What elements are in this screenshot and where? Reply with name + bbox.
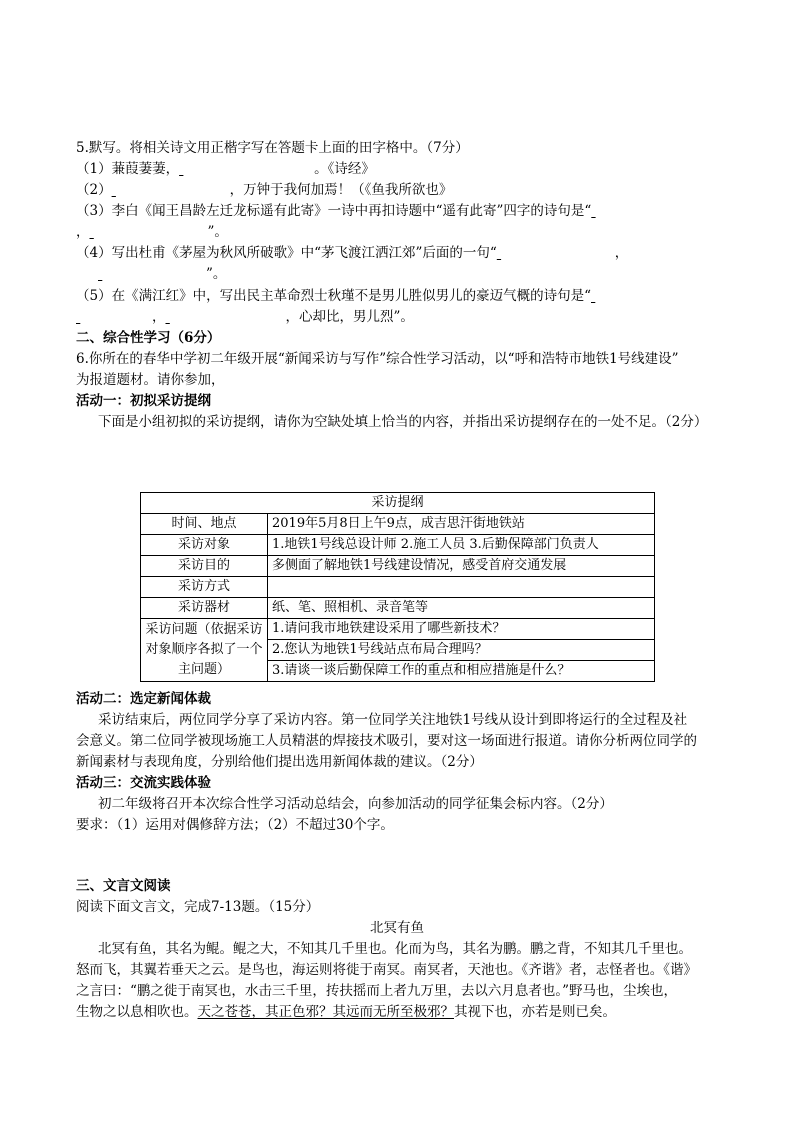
- table-title-row: [141, 493, 655, 514]
- blank-3a[interactable]: [591, 201, 689, 221]
- q5-line3-cont: [76, 222, 228, 242]
- q5-l4b: ，: [614, 245, 629, 261]
- blank-2[interactable]: [112, 180, 230, 200]
- passage-line4-b: 其视下也，亦若是则已矣。: [454, 1004, 616, 1020]
- q5-line4-cont: [98, 264, 226, 284]
- table-row: [141, 619, 655, 640]
- row-value: 纸、笔、照相机、录音笔等: [268, 598, 655, 619]
- section2-heading: 二、综合性学习（6分）: [76, 330, 221, 346]
- q5-line4: [76, 243, 628, 263]
- q5-l5c: ，心却比，男儿烈”。: [285, 309, 414, 325]
- passage-title: 北冥有鱼: [370, 920, 424, 936]
- blank-5a[interactable]: [591, 286, 631, 306]
- underlined-sentence: 天之苍苍，其正色邪？其远而无所至极邪？: [197, 1004, 454, 1020]
- interview-outline-table: [140, 492, 655, 682]
- q5-l5b: ，: [152, 309, 166, 325]
- q5-l3a: （3）李白《闻王昌龄左迁龙标遥有此寄》一诗中再扣诗题中“遥有此寄”四字的诗句是“: [76, 203, 592, 219]
- q5-l1a: （1）蒹葭萋萋，: [76, 161, 180, 177]
- blank-3b[interactable]: [90, 222, 208, 242]
- table-row: [141, 598, 655, 619]
- q5-l4a: （4）写出杜甫《茅屋为秋风所破歌》中“茅飞渡江洒江郊”后面的一句“: [76, 245, 497, 261]
- activity2-line2: 会意义。第二位同学被现场施工人员精湛的焊接技术吸引，要对这一场面进行报道。请你分析两位同学的: [76, 733, 697, 749]
- section3-heading: 三、文言文阅读: [76, 878, 171, 894]
- q5-line3: [76, 201, 689, 221]
- interview-method-blank[interactable]: [268, 577, 655, 598]
- table-row: [141, 514, 655, 535]
- activity2-line1: 采访结束后，两位同学分享了采访内容。第一位同学关注地铁1号线从设计到即将运行的全过程及社: [98, 712, 688, 728]
- q6-line1: 6.你所在的春华中学初二年级开展“新闻采访与写作”综合性学习活动，以“呼和浩特市地铁1号线建设”: [76, 351, 679, 367]
- row-value: 1.地铁1号线总设计师 2.施工人员 3.后勤保障部门负责人: [268, 535, 655, 556]
- q5-l2b: ，万钟于我何加焉！（《鱼我所欲也》: [229, 182, 453, 198]
- q5-title: 5.默写。将相关诗文用正楷字写在答题卡上面的田字格中。（7分）: [76, 140, 469, 156]
- passage-line1: 北冥有鱼，其名为鲲。鲲之大，不知其几千里也。化而为鸟，其名为鹏。鹏之背，不知其几千里也。: [98, 941, 692, 957]
- blank-1[interactable]: [179, 159, 314, 179]
- blank-4a[interactable]: [497, 243, 615, 263]
- row-key: 时间、地点: [141, 514, 268, 535]
- question-item: 1.请问我市地铁建设采用了哪些新技术？: [268, 619, 655, 640]
- passage-line4: [76, 1002, 616, 1022]
- question-item: 2.您认为地铁1号线站点布局合理吗？: [268, 640, 655, 661]
- activity1-text: 下面是小组初拟的采访提纲，请你为空缺处填上恰当的内容，并指出采访提纲存在的一处不足。（2分）: [98, 414, 708, 430]
- activity3-line2: 要求：（1）运用对偶修辞方法；（2）不超过30个字。: [76, 817, 394, 833]
- activity3-title: 活动三：交流实践体验: [76, 775, 211, 791]
- blank-5b[interactable]: [76, 307, 152, 327]
- table-title: 采访提纲: [141, 493, 655, 514]
- table-row: [141, 556, 655, 577]
- row-value: 多侧面了解地铁1号线建设情况，感受首府交通发展: [268, 556, 655, 577]
- passage-line2: 怒而飞，其翼若垂天之云。是鸟也，海运则将徙于南冥。南冥者，天池也。《齐谐》者，志怪者也。《谐》: [76, 962, 697, 978]
- q5-l5a: （5）在《满江红》中，写出民主革命烈士秋瑾不是男儿胜似男儿的豪迈气概的诗句是“: [76, 288, 591, 304]
- q5-l2a: （2）: [76, 182, 112, 198]
- passage-line3: 之言曰：“鹏之徙于南冥也，水击三千里，抟扶摇而上者九万里，去以六月息者也。”野马也，尘埃也，: [76, 983, 678, 999]
- table-row: [141, 577, 655, 598]
- q5-l1b: 。《诗经》: [314, 161, 375, 177]
- table-row: [141, 535, 655, 556]
- row-key: 采访目的: [141, 556, 268, 577]
- q5-line5-cont: [76, 307, 414, 327]
- activity2-line3: 新闻素材与表现角度，分别给他们提出选用新闻体裁的建议。（2分）: [76, 754, 483, 770]
- row-value: 2019年5月8日上午9点，成吉思汗街地铁站: [268, 514, 655, 535]
- activity1-title: 活动一：初拟采访提纲: [76, 393, 211, 409]
- q5-l3b: ，: [76, 224, 90, 240]
- q5-l4c: ”。: [206, 266, 227, 282]
- activity2-title: 活动二：选定新闻体裁: [76, 691, 211, 707]
- row-key: 采访方式: [141, 577, 268, 598]
- activity3-line1: 初二年级将召开本次综合性学习活动总结会，向参加活动的同学征集会标内容。（2分）: [98, 796, 613, 812]
- q5-line1: [76, 159, 375, 179]
- q5-l3c: ”。: [207, 224, 228, 240]
- q5-line2: [76, 180, 452, 200]
- blank-5c[interactable]: [166, 307, 286, 327]
- row-key: 采访器材: [141, 598, 268, 619]
- blank-4b[interactable]: [98, 264, 206, 284]
- q5-line5: [76, 286, 631, 306]
- q6-line2: 为报道题材。请你参加，: [76, 372, 225, 388]
- row-key: 采访对象: [141, 535, 268, 556]
- questions-key: 采访问题（依据采访对象顺序各拟了一个主问题）: [141, 619, 268, 682]
- question-item: 3.请谈一谈后勤保障工作的重点和相应措施是什么？: [268, 661, 655, 682]
- passage-line4-a: 生物之以息相吹也。: [76, 1004, 198, 1020]
- section3-intro: 阅读下面文言文，完成7-13题。（15分）: [76, 899, 320, 915]
